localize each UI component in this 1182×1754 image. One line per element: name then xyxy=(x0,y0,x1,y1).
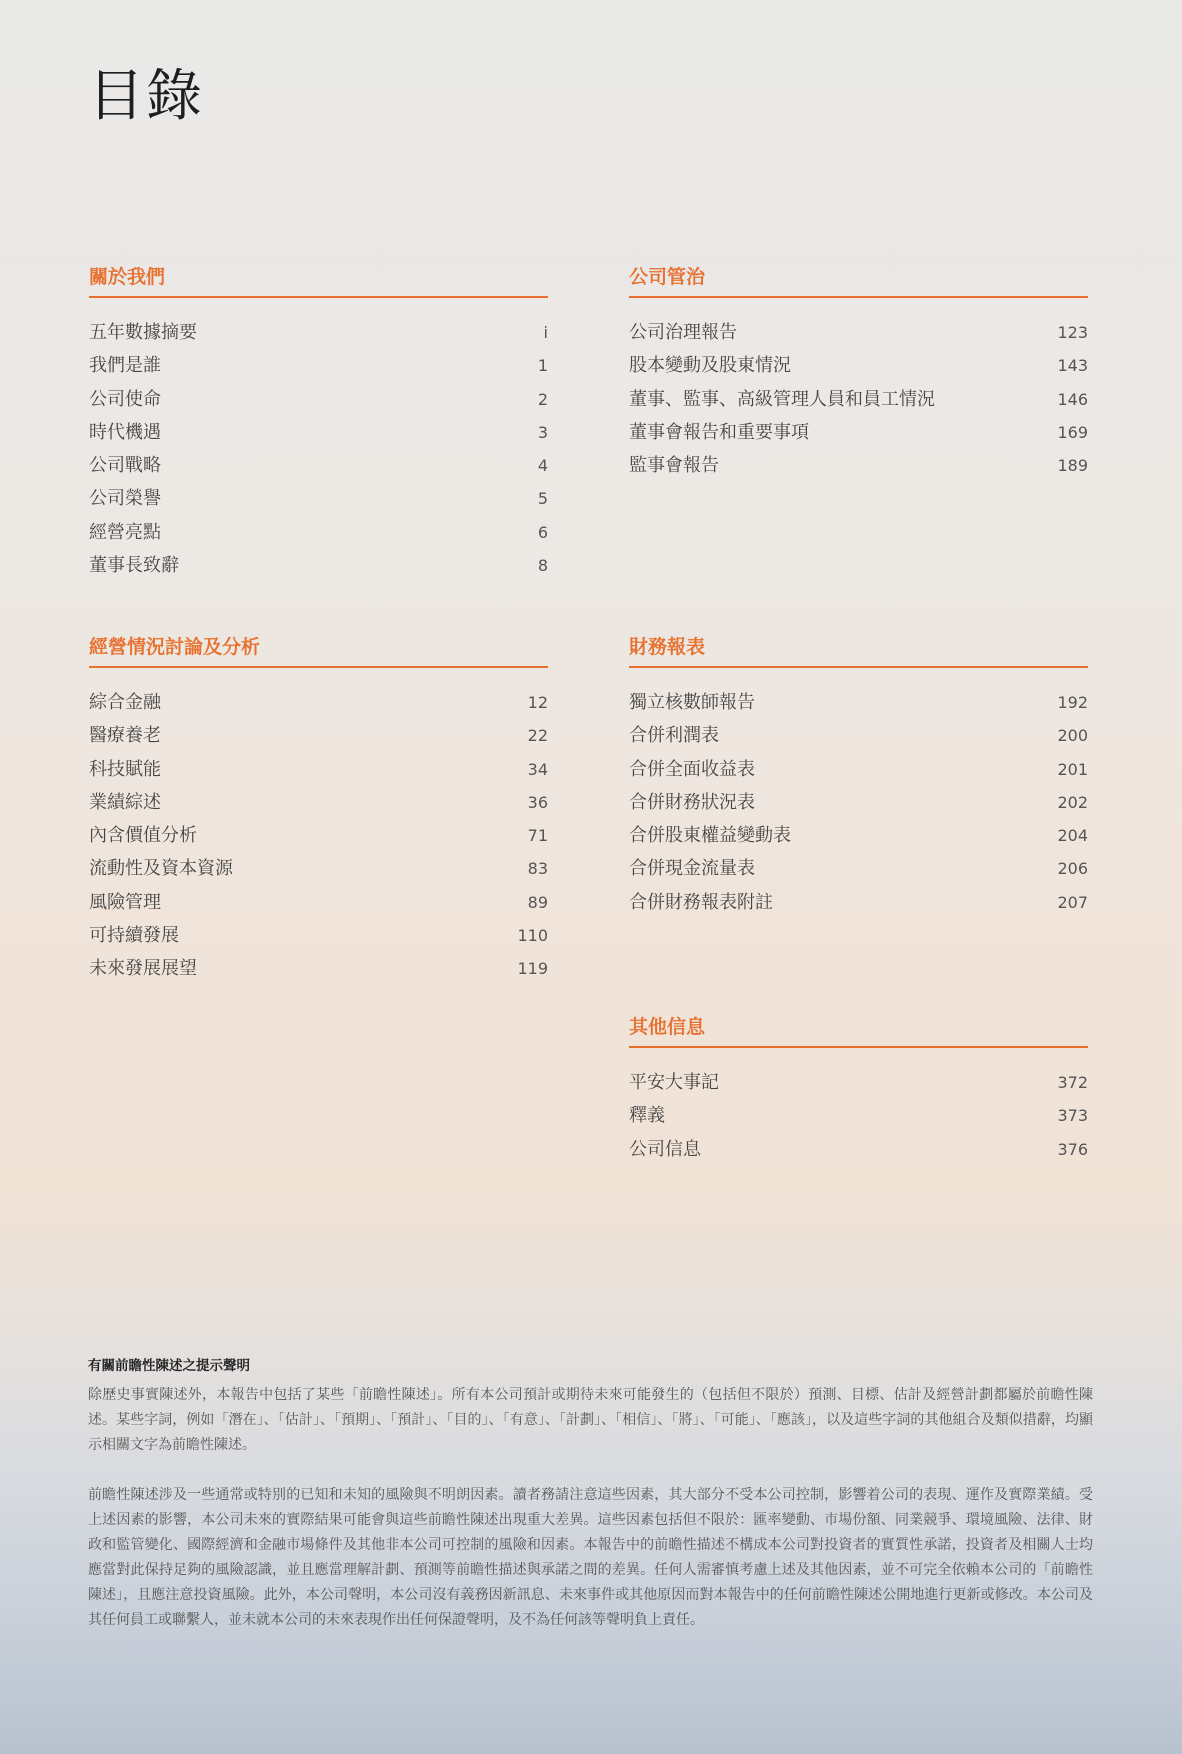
toc-entry[interactable] xyxy=(629,349,1088,382)
toc-entry-title[interactable]: 綜合金融 xyxy=(89,692,161,713)
section-heading: 其他信息 xyxy=(629,1012,1088,1048)
toc-entry-title[interactable]: 董事會報告和重要事項 xyxy=(629,421,809,443)
toc-entry-title[interactable]: 合併財務報表附註 xyxy=(629,891,773,913)
toc-entry[interactable] xyxy=(629,686,1088,719)
toc-entry[interactable] xyxy=(89,349,548,382)
toc-entry[interactable] xyxy=(89,482,548,515)
toc-entry-title[interactable]: 平安大事記 xyxy=(629,1072,719,1093)
toc-entry-page: 3 xyxy=(537,422,548,442)
toc-entry[interactable] xyxy=(629,416,1088,449)
page-title: 目錄 xyxy=(88,64,204,129)
toc-entry[interactable] xyxy=(629,819,1088,852)
toc-entry[interactable] xyxy=(89,549,548,582)
toc-entry-page: 8 xyxy=(537,556,548,576)
toc-entry[interactable] xyxy=(89,516,548,549)
toc-entry-page: 376 xyxy=(1057,1139,1088,1159)
toc-entry-page: 22 xyxy=(527,726,548,746)
toc-entry-page: 119 xyxy=(517,959,548,979)
section-heading: 經營情況討論及分析 xyxy=(89,632,548,668)
toc-entry-title[interactable]: 合併利潤表 xyxy=(629,725,719,747)
toc-entry-title[interactable]: 我們是誰 xyxy=(89,355,161,377)
toc-entry-title[interactable]: 合併全面收益表 xyxy=(629,758,755,780)
toc-entry[interactable] xyxy=(89,919,548,952)
toc-entry-page: 373 xyxy=(1057,1106,1088,1126)
toc-section-financial-statements xyxy=(629,632,1088,919)
toc-entry-page: 192 xyxy=(1057,693,1088,712)
toc-entry[interactable] xyxy=(89,416,548,449)
toc-entry[interactable] xyxy=(89,383,548,416)
toc-entry-title[interactable]: 合併現金流量表 xyxy=(629,858,755,880)
toc-entry-title[interactable]: 流動性及資本資源 xyxy=(89,858,233,880)
toc-entry-title[interactable]: 內含價值分析 xyxy=(89,825,197,847)
toc-entry-page: 110 xyxy=(517,926,548,946)
toc-entry[interactable] xyxy=(629,886,1088,919)
toc-entry[interactable] xyxy=(629,449,1088,482)
toc-entry-page: 1 xyxy=(537,356,548,376)
toc-entry-page: 200 xyxy=(1057,726,1088,746)
disclaimer-heading: 有關前瞻性陳述之提示聲明 xyxy=(88,1358,250,1374)
toc-entry-page: 201 xyxy=(1057,759,1088,779)
toc-entry-page: 36 xyxy=(527,792,548,812)
toc-entry[interactable] xyxy=(629,719,1088,752)
toc-entry-page: 207 xyxy=(1057,892,1088,912)
toc-entry-title[interactable]: 公司榮譽 xyxy=(89,488,161,510)
toc-entry-title[interactable]: 五年數據摘要 xyxy=(89,322,197,343)
toc-entry-title[interactable]: 公司信息 xyxy=(629,1138,701,1160)
toc-entry-title[interactable]: 合併財務狀況表 xyxy=(629,791,755,813)
toc-entry-page: 146 xyxy=(1057,389,1088,409)
section-heading: 關於我們 xyxy=(89,262,548,298)
section-heading: 公司管治 xyxy=(629,262,1088,298)
toc-entry-page: 6 xyxy=(537,522,548,542)
toc-entry-page: 34 xyxy=(527,759,548,779)
toc-entry-title[interactable]: 科技賦能 xyxy=(89,758,161,780)
toc-entry[interactable] xyxy=(89,819,548,852)
toc-entry-title[interactable]: 合併股東權益變動表 xyxy=(629,825,791,847)
toc-entry-title[interactable]: 公司治理報告 xyxy=(629,322,737,343)
toc-entry[interactable] xyxy=(629,1066,1088,1099)
disclaimer-paragraph: 除歷史事實陳述外，本報告中包括了某些「前瞻性陳述」。所有本公司預計或期待未來可能發生的（包括但不限於）預測、目標、估計及經營計劃都屬於前瞻性陳述。某些字詞，例如「潛在」、「估計」、「預期」、「預計」、「目的」、「有意」、「計劃」、「相信」、「將」、「可能」、「應該」，以及這些字詞的其他組合及類似措辭，均顯示相關文字為前瞻性陳述。 xyxy=(88,1387,1093,1453)
toc-entry-title[interactable]: 可持續發展 xyxy=(89,925,179,947)
toc-entry-title[interactable]: 醫療養老 xyxy=(89,725,161,747)
toc-entry-page: 202 xyxy=(1057,792,1088,812)
toc-entry-page: 204 xyxy=(1057,826,1088,846)
toc-entry[interactable] xyxy=(89,686,548,719)
toc-entry-title[interactable]: 未來發展展望 xyxy=(89,958,197,980)
toc-section-other-information xyxy=(629,1012,1088,1166)
toc-entry[interactable] xyxy=(629,1099,1088,1132)
toc-entry[interactable] xyxy=(629,383,1088,416)
toc-entry-page: 123 xyxy=(1057,323,1088,342)
toc-entry-page: 2 xyxy=(537,389,548,409)
toc-entry-title[interactable]: 經營亮點 xyxy=(89,521,161,543)
section-heading: 財務報表 xyxy=(629,632,1088,668)
toc-section-about-us xyxy=(89,262,548,582)
toc-entry[interactable] xyxy=(89,753,548,786)
toc-entry-page: 4 xyxy=(537,456,548,476)
toc-entry[interactable] xyxy=(89,952,548,985)
toc-entry[interactable] xyxy=(89,886,548,919)
toc-entry-title[interactable]: 董事長致辭 xyxy=(89,555,179,577)
toc-entry-page: 143 xyxy=(1057,356,1088,376)
toc-entry-page: 83 xyxy=(527,859,548,879)
toc-entry-title[interactable]: 公司使命 xyxy=(89,388,161,410)
toc-entry-title[interactable]: 業績綜述 xyxy=(89,791,161,813)
toc-entry-page: i xyxy=(543,323,548,342)
forward-looking-disclaimer xyxy=(88,1354,1093,1658)
toc-entry[interactable] xyxy=(629,786,1088,819)
toc-entry-page: 5 xyxy=(537,489,548,509)
toc-section-corporate-governance xyxy=(629,262,1088,482)
toc-entry-page: 12 xyxy=(527,693,548,712)
toc-entry[interactable] xyxy=(89,786,548,819)
toc-entry-page: 89 xyxy=(527,892,548,912)
toc-entry-page: 189 xyxy=(1057,456,1088,476)
toc-entry-title[interactable]: 時代機遇 xyxy=(89,421,161,443)
toc-entry-title[interactable]: 股本變動及股東情況 xyxy=(629,355,791,377)
toc-entry[interactable] xyxy=(629,852,1088,885)
toc-entry-title[interactable]: 風險管理 xyxy=(89,891,161,913)
toc-entry[interactable] xyxy=(89,449,548,482)
toc-entry-page: 71 xyxy=(527,826,548,846)
toc-entry-page: 169 xyxy=(1057,422,1088,442)
toc-entry-title[interactable]: 監事會報告 xyxy=(629,455,719,477)
disclaimer-paragraph: 前瞻性陳述涉及一些通常或特別的已知和未知的風險與不明朗因素。讀者務請注意這些因素，其大部分不受本公司控制，影響着公司的表現、運作及實際業績。受上述因素的影響，本公司未來的實際結果可能會與這些前瞻性陳述出現重大差異。這些因素包括但不限於：匯率變動、市場份額、同業競爭、環境風險、法律、財政和監管變化、國際經濟和金融市場條件及其他非本公司可控制的風險和因素。本報告中的前瞻性描述不構成本公司對投資者的實質性承諾，投資者及相關人士均應當對此保持足夠的風險認識，並且應當理解計劃、預測等前瞻性描述與承諾之間的差異。任何人需審慎考慮上述及其他因素，並不可完全依賴本公司的「前瞻性陳述」，且應注意投資風險。此外，本公司聲明，本公司沒有義務因新訊息、未來事件或其他原因而對本報告中的任何前瞻性陳述公開地進行更新或修改。本公司及其任何員工或聯繫人，並未就本公司的未來表現作出任何保證聲明，及不為任何該等聲明負上責任。 xyxy=(88,1487,1093,1628)
toc-section-management-discussion xyxy=(89,632,548,986)
toc-entry-title[interactable]: 公司戰略 xyxy=(89,455,161,477)
toc-entry[interactable] xyxy=(89,719,548,752)
toc-entry[interactable] xyxy=(629,1133,1088,1166)
toc-entry[interactable] xyxy=(89,316,548,349)
toc-entry-page: 206 xyxy=(1057,859,1088,879)
toc-entry-title[interactable]: 董事、監事、高級管理人員和員工情況 xyxy=(629,388,935,410)
toc-entry-page: 372 xyxy=(1057,1073,1088,1092)
toc-entry[interactable] xyxy=(89,852,548,885)
toc-entry[interactable] xyxy=(629,753,1088,786)
toc-entry[interactable] xyxy=(629,316,1088,349)
toc-entry-title[interactable]: 獨立核數師報告 xyxy=(629,692,755,713)
toc-entry-title[interactable]: 釋義 xyxy=(629,1105,665,1127)
